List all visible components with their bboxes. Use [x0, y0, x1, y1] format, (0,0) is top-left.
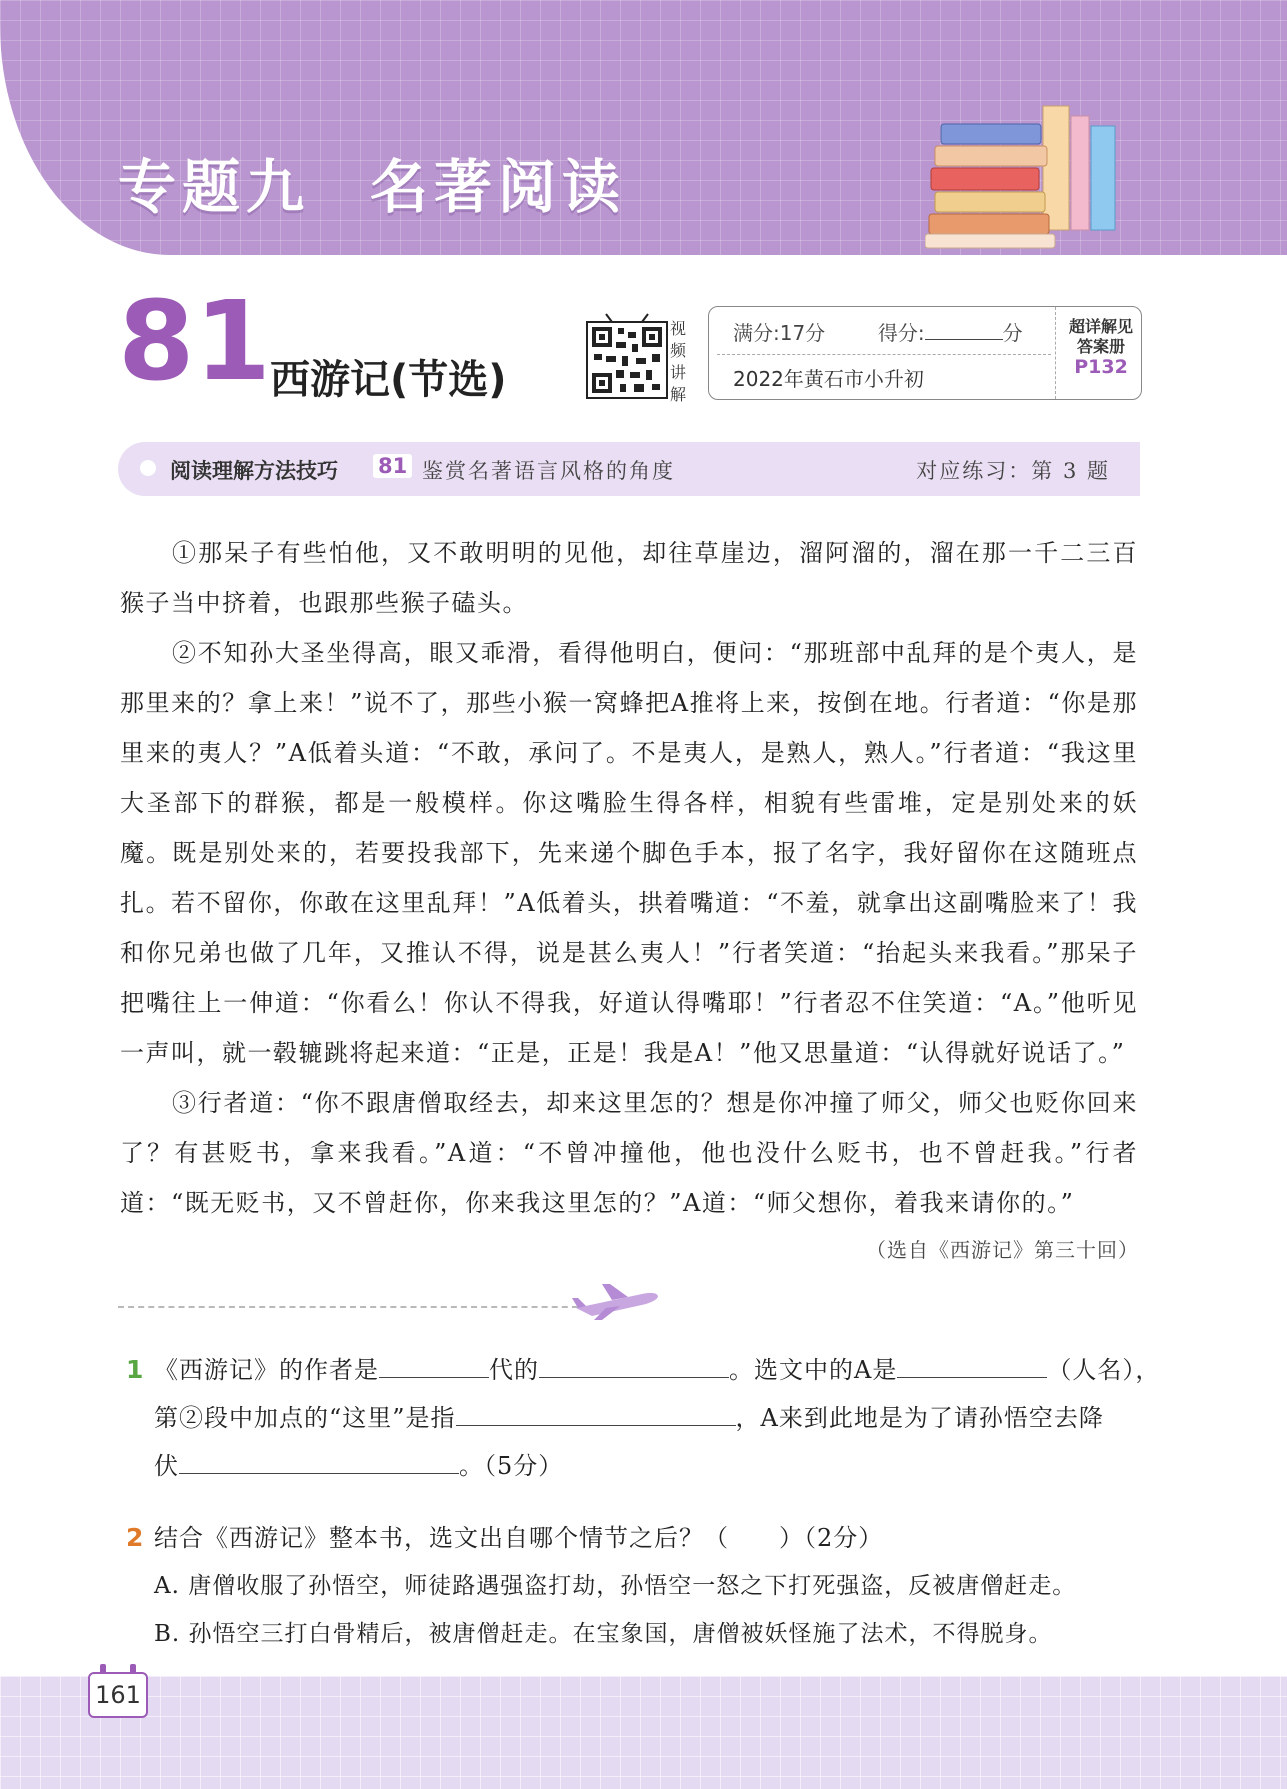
answer-ref-line: 超详解见 [1068, 317, 1133, 336]
method-practice: 对应练习：第 3 题 [916, 459, 1110, 483]
question-stem: 结合《西游记》整本书，选文出自哪个情节之后？（ ）（2分） [154, 1524, 884, 1552]
books-illustration [925, 98, 1145, 258]
score-row [733, 317, 1023, 346]
airplane-icon [572, 1282, 662, 1322]
score-blank[interactable] [925, 323, 1003, 340]
exam-source: 2022年黄石市小升初 [733, 367, 924, 391]
passage-paragraph: ③行者道：“你不跟唐僧取经去，却来这里怎的？想是你冲撞了师父，师父也贬你回来了？有甚贬书，拿来我看。”A道：“不曾冲撞他，他也没什么贬书，也不曾赶我。”行者道：“既无贬书，又不曾赶你，你来我这里怎的？”A道：“师父想你，着我来请你的。” [120, 1089, 1138, 1217]
score-unit: 分 [1002, 321, 1023, 345]
qr-code-icon[interactable] [586, 312, 668, 400]
answer-blank[interactable] [179, 1447, 459, 1474]
question-line [120, 1394, 1140, 1442]
page-title [118, 140, 626, 224]
lesson-number: 81 [118, 277, 272, 405]
answer-reference [1061, 317, 1141, 377]
score-label: 得分: [877, 321, 925, 345]
topic-label: 专题九 [118, 153, 311, 221]
lesson-title: 西游记(节选) [270, 357, 507, 403]
question-line [120, 1346, 1161, 1394]
choice-option-b[interactable]: B. 孙悟空三打白骨精后，被唐僧赶走。在宝象国，唐僧被妖怪施了法术，不得脱身。 [154, 1621, 1053, 1647]
method-tip-bar [118, 442, 1140, 496]
question-text: ，A来到此地是为了请孙悟空去降 [735, 1404, 1104, 1432]
question-number: 1 [126, 1355, 145, 1384]
question-1 [120, 1346, 1161, 1490]
topic-title: 名著阅读 [370, 153, 627, 221]
score-vertical-divider [1055, 307, 1056, 399]
score-box [708, 306, 1142, 400]
score-divider [717, 354, 1051, 355]
answer-blank[interactable] [456, 1399, 736, 1426]
answer-ref-page: P132 [1074, 356, 1128, 378]
answer-blank[interactable] [379, 1351, 489, 1378]
method-description: 鉴赏名著语言风格的角度 [422, 459, 675, 483]
page-number: 161 [88, 1672, 148, 1718]
passage-paragraph: ①那呆子有些怕他，又不敢明明的见他，却往草崖边，溜阿溜的，溜在那一千二三百猴子当中挤着，也跟那些猴子磕头。 [120, 539, 1138, 617]
dashed-divider [118, 1306, 588, 1308]
qr-caption-char: 视 [670, 319, 687, 338]
answer-blank[interactable] [897, 1351, 1047, 1378]
question-text: （人名）， [1047, 1356, 1161, 1384]
question-text: 。（5分） [459, 1452, 564, 1480]
reading-passage [120, 528, 1138, 1228]
question-text: 代的 [489, 1356, 539, 1384]
question-line [120, 1442, 1140, 1490]
choice-option-a[interactable]: A. 唐僧收服了孙悟空，师徒路遇强盗打劫，孙悟空一怒之下打死强盗，反被唐僧赶走。 [154, 1573, 1077, 1599]
qr-caption [670, 318, 692, 406]
qr-caption-char: 频 [670, 341, 687, 360]
qr-caption-char: 讲 [670, 363, 687, 382]
answer-ref-line: 答案册 [1076, 337, 1125, 356]
question-number: 2 [126, 1523, 145, 1552]
question-2 [120, 1514, 1140, 1658]
method-number: 81 [373, 454, 412, 478]
answer-blank[interactable] [539, 1351, 729, 1378]
question-text: 伏 [154, 1452, 179, 1480]
footer-band [0, 1676, 1287, 1789]
question-text: 《西游记》的作者是 [154, 1356, 379, 1384]
question-text: 。选文中的A是 [729, 1356, 898, 1384]
bullet-dot-icon [140, 460, 156, 476]
qr-caption-char: 解 [670, 385, 687, 404]
full-score: 满分:17分 [733, 321, 826, 345]
passage-paragraph: ②不知孙大圣坐得高，眼又乖滑，看得他明白，便问：“那班部中乱拜的是个夷人，是那里来的？拿上来！”说不了，那些小猴一窝蜂把A推将上来，按倒在地。行者道：“你是那里来的夷人？”A低着头道：“不敢，承问了。不是夷人，是熟人，熟人。”行者道：“我这里大圣部下的群猴，都是一般模样。你这嘴脸生得各样，相貌有些雷堆，定是别处来的妖魔。既是别处来的，若要投我部下，先来递个脚色手本，报了名字，我好留你在这随班点扎。若不留你，你敢在这里乱拜！”A低着头，拱着嘴道：“不羞，就拿出这副嘴脸来了！我和你兄弟也做了几年，又推认不得，说是甚么夷人！”行者笑道：“抬起头来我看。”那呆子把嘴往上一伸道：“你看么！你认不得我，好道认得嘴耶！”行者忍不住笑道：“A。”他听见一声叫，就一毂辘跳将起来道：“正是，正是！我是A！”他又思量道：“认得就好说话了。” [120, 639, 1138, 1067]
question-text: 第②段中加点的“这里”是指 [154, 1404, 456, 1432]
method-label: 阅读理解方法技巧 [170, 459, 338, 483]
passage-source: （选自《西游记》第三十回） [866, 1238, 1139, 1262]
